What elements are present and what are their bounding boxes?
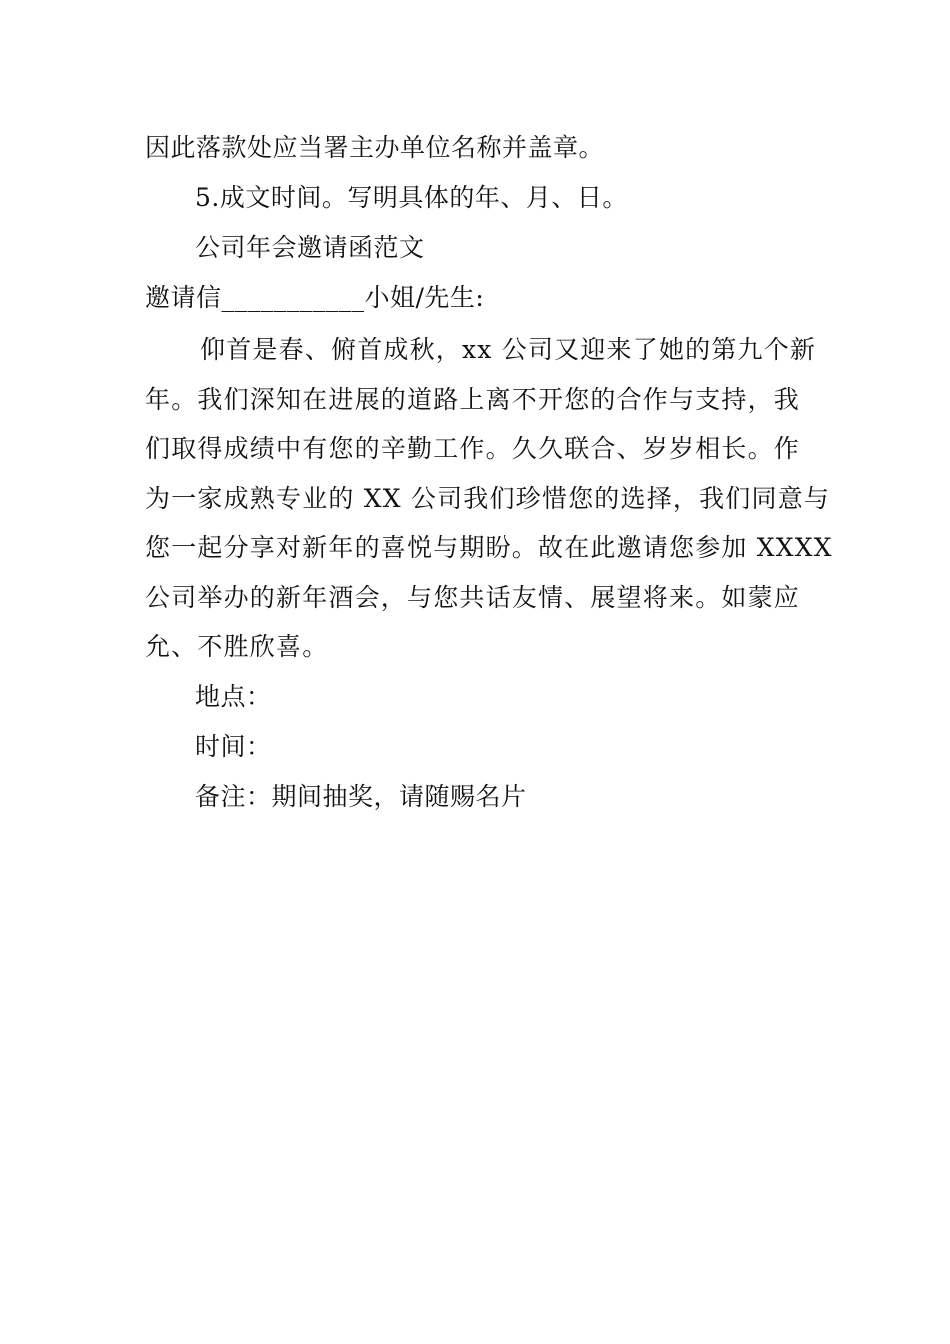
invitation-line: 年。我们深知在进展的道路上离不开您的合作与支持，我 <box>145 385 801 414</box>
invitation-line: 允、不胜欣喜。 <box>145 632 329 661</box>
time-label: 时间： <box>195 732 272 761</box>
location-label: 地点： <box>195 682 272 711</box>
invitation-line: 仰首是春、俯首成秋，xx 公司又迎来了她的第九个新 <box>200 335 817 364</box>
date-item-text: 5.成文时间。写明具体的年、月、日。 <box>195 183 628 212</box>
invitation-line: 们取得成绩中有您的辛勤工作。久久联合、岁岁相长。作 <box>145 434 801 463</box>
invitation-line: 公司举办的新年酒会，与您共话友情、展望将来。如蒙应 <box>145 583 801 612</box>
salutation-line: 邀请信___________小姐/先生: <box>145 283 485 312</box>
invitation-line: 为一家成熟专业的 XX 公司我们珍惜您的选择，我们同意与 <box>145 484 831 513</box>
paragraph-tail-text: 因此落款处应当署主办单位名称并盖章。 <box>145 133 605 162</box>
note-text: 备注：期间抽奖，请随赐名片 <box>195 782 527 811</box>
invitation-line: 您一起分享对新年的喜悦与期盼。故在此邀请您参加 XXXX <box>145 533 833 562</box>
section-title: 公司年会邀请函范文 <box>195 233 425 262</box>
